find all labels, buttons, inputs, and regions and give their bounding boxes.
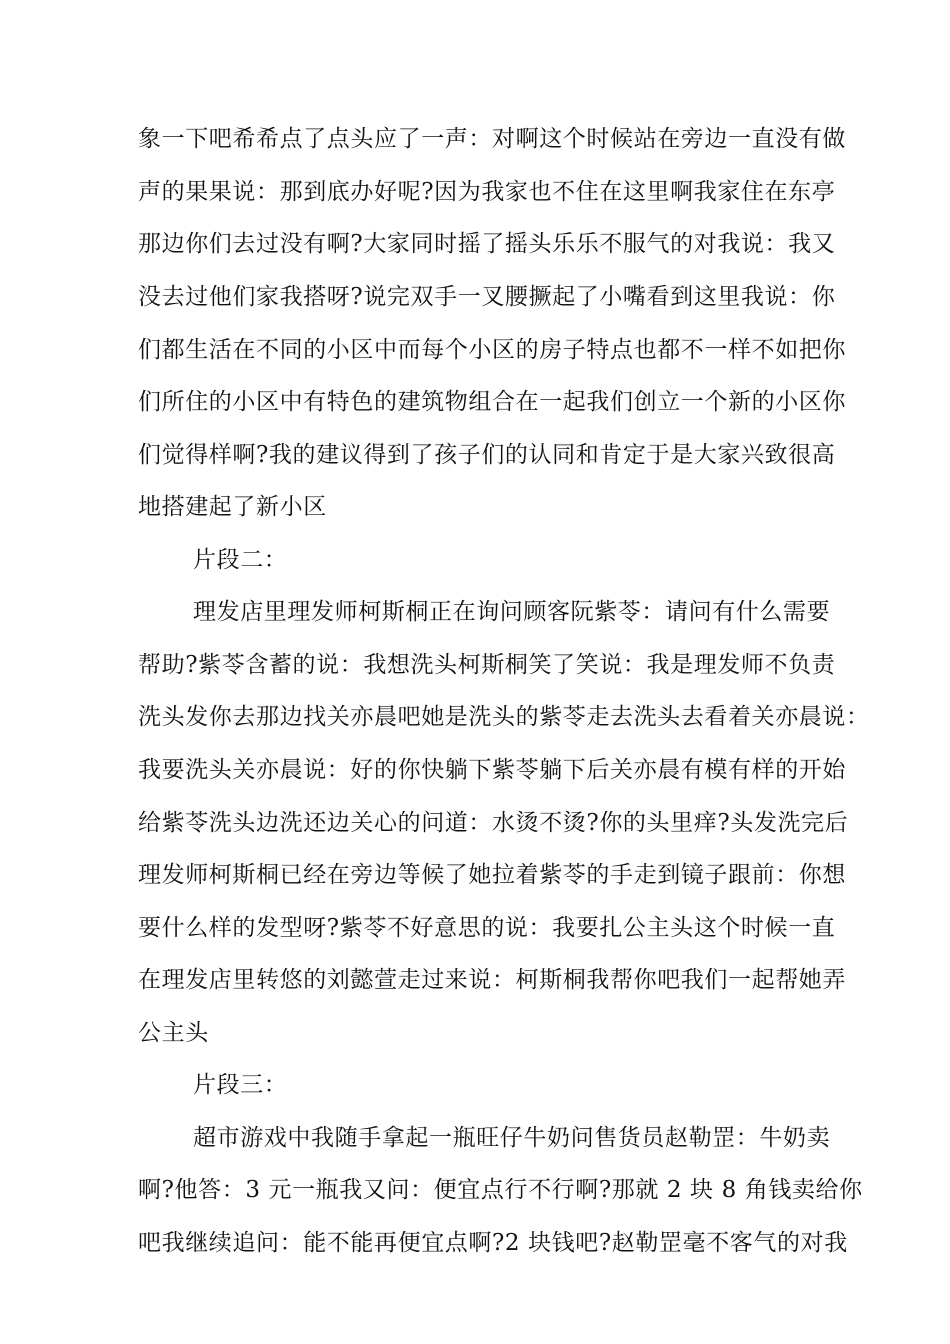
text-line: 理发店里理发师柯斯桐正在询问顾客阮紫苓：请问有什么需要 xyxy=(193,599,831,625)
text-line: 要什么样的发型呀?紫苓不好意思的说：我要扎公主头这个时候一直 xyxy=(138,915,836,941)
text-line: 没去过他们家我搭呀?说完双手一叉腰撅起了小嘴看到这里我说：你 xyxy=(138,284,836,310)
text-line: 们所住的小区中有特色的建筑物组合在一起我们创立一个新的小区你 xyxy=(138,389,846,415)
text-line: 我要洗头关亦晨说：好的你快躺下紫苓躺下后关亦晨有模有样的开始 xyxy=(138,757,846,783)
text-line: 啊?他答：3 元一瓶我又问：便宜点行不行啊?那就 2 块 8 角钱卖给你 xyxy=(138,1177,863,1203)
text-line: 们觉得样啊?我的建议得到了孩子们的认同和肯定于是大家兴致很高 xyxy=(138,442,836,468)
text-line: 象一下吧希希点了点头应了一声：对啊这个时候站在旁边一直没有做 xyxy=(138,126,846,152)
text-line: 那边你们去过没有啊?大家同时摇了摇头乐乐不服气的对我说：我又 xyxy=(138,231,836,257)
text-line: 理发师柯斯桐已经在旁边等候了她拉着紫苓的手走到镜子跟前：你想 xyxy=(138,862,846,888)
text-line: 吧我继续追问：能不能再便宜点啊?2 块钱吧?赵勒罡毫不客气的对我 xyxy=(138,1230,848,1256)
text-line: 在理发店里转悠的刘懿萱走过来说：柯斯桐我帮你吧我们一起帮她弄 xyxy=(138,967,846,993)
text-line: 们都生活在不同的小区中而每个小区的房子特点也都不一样不如把你 xyxy=(138,337,846,363)
text-line: 洗头发你去那边找关亦晨吧她是洗头的紫苓走去洗头去看着关亦晨说： xyxy=(138,704,870,730)
text-line: 帮助?紫苓含蓄的说：我想洗头柯斯桐笑了笑说：我是理发师不负责 xyxy=(138,652,836,678)
text-line: 地搭建起了新小区 xyxy=(138,494,327,520)
section-heading: 片段三： xyxy=(193,1072,288,1098)
text-line: 给紫苓洗头边洗还边关心的问道：水烫不烫?你的头里痒?头发洗完后 xyxy=(138,810,849,836)
text-line: 声的果果说：那到底办好呢?因为我家也不住在这里啊我家住在东亭 xyxy=(138,179,836,205)
text-line: 公主头 xyxy=(138,1020,209,1046)
section-heading: 片段二： xyxy=(193,547,288,573)
text-line: 超市游戏中我随手拿起一瓶旺仔牛奶问售货员赵勒罡：牛奶卖 xyxy=(193,1125,831,1151)
